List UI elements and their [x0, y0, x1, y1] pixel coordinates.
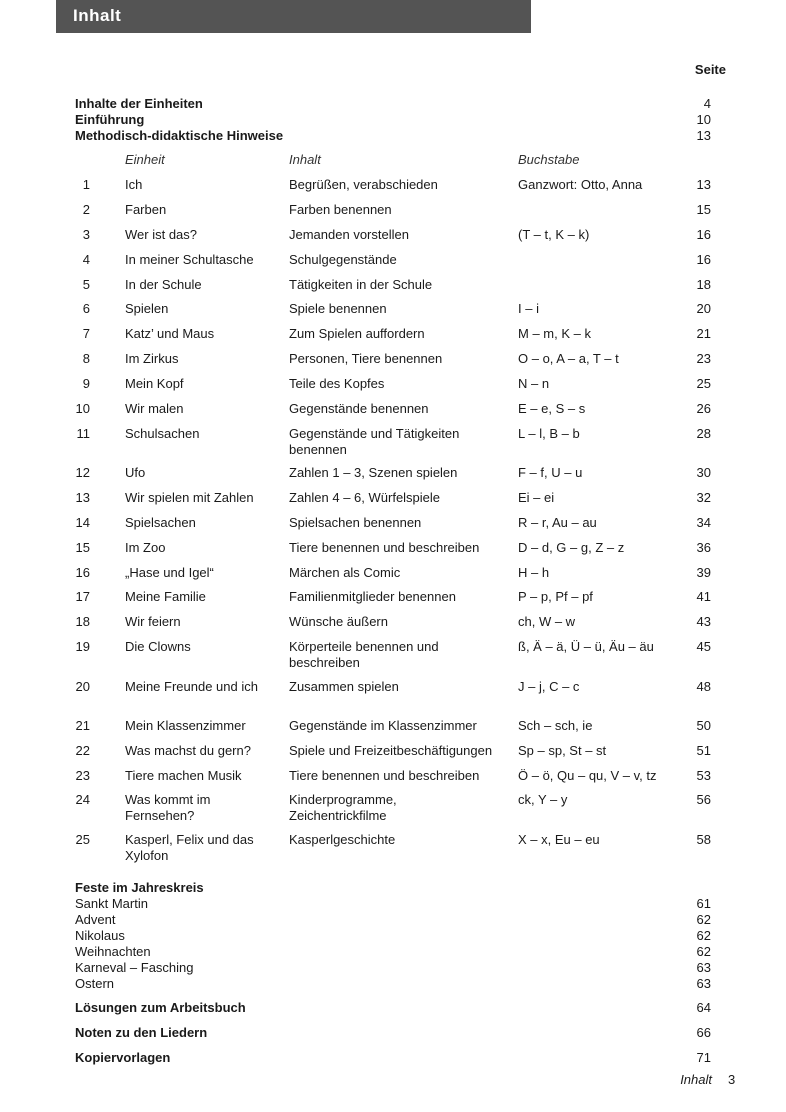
appendix-label: Lösungen zum Arbeitsbuch: [75, 1000, 246, 1015]
unit-einheit: Wir feiern: [125, 614, 181, 629]
unit-einheit: Was machst du gern?: [125, 743, 251, 758]
unit-page: 39: [696, 565, 711, 580]
unit-buchstabe: M – m, K – k: [518, 326, 591, 341]
unit-einheit: Was kommt im Fernsehen?: [125, 792, 211, 823]
unit-number: 10: [75, 401, 90, 416]
unit-inhalt: Spielsachen benennen: [289, 515, 422, 530]
unit-buchstabe: Ganzwort: Otto, Anna: [518, 177, 643, 192]
toc-entry-label: Inhalte der Einheiten: [75, 96, 203, 111]
unit-inhalt: Farben benennen: [289, 202, 392, 217]
unit-einheit: Wer ist das?: [125, 227, 198, 242]
unit-page: 16: [696, 252, 711, 267]
unit-buchstabe: N – n: [518, 376, 550, 391]
unit-inhalt: Familienmitglieder benennen: [289, 589, 456, 604]
toc-entry-page: 13: [696, 128, 711, 143]
unit-einheit: In meiner Schultasche: [125, 252, 254, 267]
unit-page: 21: [696, 326, 711, 341]
unit-inhalt: Kinderprogramme, Zeichentrickfilme: [289, 792, 397, 823]
unit-inhalt: Tiere benennen und beschreiben: [289, 768, 480, 783]
unit-number: 24: [75, 792, 90, 807]
footer-page-number: 3: [728, 1072, 736, 1087]
unit-inhalt: Zum Spielen auffordern: [289, 326, 425, 341]
unit-inhalt: Wünsche äußern: [289, 614, 388, 629]
unit-number: 4: [82, 252, 90, 267]
unit-number: 7: [82, 326, 90, 341]
unit-number: 6: [82, 301, 90, 316]
unit-number: 22: [75, 743, 90, 758]
unit-page: 13: [696, 177, 711, 192]
unit-page: 56: [696, 792, 711, 807]
unit-einheit: Im Zoo: [125, 540, 166, 555]
appendix-label: Kopiervorlagen: [75, 1050, 171, 1065]
unit-buchstabe: Ö – ö, Qu – qu, V – v, tz: [518, 768, 657, 783]
unit-einheit: „Hase und Igel“: [125, 565, 214, 580]
unit-buchstabe: Ei – ei: [518, 490, 555, 505]
unit-page: 32: [696, 490, 711, 505]
column-header-buchstabe: Buchstabe: [518, 152, 580, 167]
unit-inhalt: Spiele benennen: [289, 301, 387, 316]
unit-einheit: Farben: [125, 202, 167, 217]
appendix-page: 64: [696, 1000, 711, 1015]
unit-number: 16: [75, 565, 90, 580]
toc-entry-page: 10: [696, 112, 711, 127]
unit-number: 3: [82, 227, 90, 242]
feste-item-label: Ostern: [75, 976, 115, 991]
unit-einheit: Meine Freunde und ich: [125, 679, 258, 694]
feste-item-page: 62: [696, 944, 711, 959]
feste-item-page: 61: [696, 896, 711, 911]
unit-einheit: Wir spielen mit Zahlen: [125, 490, 254, 505]
unit-inhalt: Gegenstände und Tätigkeiten benennen: [289, 426, 460, 457]
unit-einheit: Im Zirkus: [125, 351, 179, 366]
unit-page: 23: [696, 351, 711, 366]
unit-number: 11: [76, 426, 90, 441]
unit-buchstabe: E – e, S – s: [518, 401, 586, 416]
unit-inhalt: Begrüßen, verabschieden: [289, 177, 438, 192]
feste-item-page: 62: [696, 928, 711, 943]
unit-einheit: Mein Kopf: [125, 376, 184, 391]
feste-item-page: 63: [696, 976, 711, 991]
page-title: Inhalt: [73, 6, 122, 25]
unit-page: 53: [696, 768, 711, 783]
header-bar: [56, 0, 531, 33]
feste-item-label: Sankt Martin: [75, 896, 148, 911]
unit-number: 18: [75, 614, 90, 629]
unit-number: 25: [75, 832, 90, 847]
unit-einheit: Wir malen: [125, 401, 184, 416]
unit-buchstabe: ck, Y – y: [518, 792, 568, 807]
unit-buchstabe: ch, W – w: [518, 614, 576, 629]
unit-number: 19: [75, 639, 90, 654]
unit-buchstabe: I – i: [518, 301, 539, 316]
seite-label: Seite: [694, 62, 726, 77]
appendix-label: Noten zu den Liedern: [75, 1025, 208, 1040]
unit-einheit: In der Schule: [125, 277, 202, 292]
unit-buchstabe: (T – t, K – k): [518, 227, 590, 242]
unit-page: 36: [696, 540, 711, 555]
unit-buchstabe: O – o, A – a, T – t: [518, 351, 619, 366]
unit-einheit: Mein Klassenzimmer: [125, 718, 246, 733]
unit-buchstabe: Sp – sp, St – st: [518, 743, 607, 758]
column-header-inhalt: Inhalt: [289, 152, 321, 167]
unit-buchstabe: H – h: [518, 565, 550, 580]
unit-number: 1: [82, 177, 90, 192]
unit-inhalt: Zahlen 4 – 6, Würfelspiele: [289, 490, 441, 505]
unit-page: 51: [696, 743, 711, 758]
unit-page: 15: [696, 202, 711, 217]
unit-page: 16: [696, 227, 711, 242]
unit-page: 43: [696, 614, 711, 629]
unit-buchstabe: R – r, Au – au: [518, 515, 597, 530]
unit-page: 30: [696, 465, 711, 480]
unit-page: 34: [696, 515, 711, 530]
feste-item-label: Weihnachten: [75, 944, 151, 959]
unit-buchstabe: D – d, G – g, Z – z: [518, 540, 625, 555]
feste-item-label: Karneval – Fasching: [75, 960, 194, 975]
unit-number: 15: [75, 540, 90, 555]
unit-page: 18: [696, 277, 711, 292]
unit-inhalt: Jemanden vorstellen: [289, 227, 409, 242]
unit-inhalt: Zahlen 1 – 3, Szenen spielen: [289, 465, 458, 480]
unit-inhalt: Zusammen spielen: [289, 679, 399, 694]
unit-einheit: Kasperl, Felix und das Xylofon: [125, 832, 254, 863]
unit-page: 41: [696, 589, 711, 604]
appendix-page: 71: [696, 1050, 711, 1065]
unit-einheit: Spielsachen: [125, 515, 196, 530]
unit-inhalt: Schulgegenstände: [289, 252, 397, 267]
unit-inhalt: Teile des Kopfes: [289, 376, 385, 391]
unit-page: 45: [696, 639, 711, 654]
feste-item-label: Nikolaus: [75, 928, 125, 943]
unit-number: 2: [82, 202, 90, 217]
unit-einheit: Schulsachen: [125, 426, 200, 441]
unit-buchstabe: F – f, U – u: [518, 465, 583, 480]
unit-buchstabe: L – l, B – b: [518, 426, 580, 441]
unit-number: 13: [75, 490, 90, 505]
unit-number: 21: [75, 718, 90, 733]
unit-number: 12: [75, 465, 90, 480]
unit-einheit: Tiere machen Musik: [125, 768, 242, 783]
unit-inhalt: Gegenstände im Klassenzimmer: [289, 718, 477, 733]
unit-page: 20: [696, 301, 711, 316]
unit-page: 25: [696, 376, 711, 391]
unit-inhalt: Spiele und Freizeitbeschäftigungen: [289, 743, 493, 758]
unit-number: 9: [82, 376, 90, 391]
unit-inhalt: Kasperlgeschichte: [289, 832, 396, 847]
unit-page: 26: [696, 401, 711, 416]
toc-entry-page: 4: [703, 96, 711, 111]
unit-inhalt: Körperteile benennen und beschreiben: [289, 639, 439, 670]
unit-number: 17: [75, 589, 90, 604]
toc-entry-label: Einführung: [75, 112, 145, 127]
unit-einheit: Ich: [125, 177, 143, 192]
unit-inhalt: Tiere benennen und beschreiben: [289, 540, 480, 555]
feste-heading: Feste im Jahreskreis: [75, 880, 204, 895]
unit-buchstabe: P – p, Pf – pf: [518, 589, 593, 604]
feste-item-page: 62: [696, 912, 711, 927]
appendix-page: 66: [696, 1025, 711, 1040]
unit-einheit: Ufo: [125, 465, 146, 480]
unit-einheit: Spielen: [125, 301, 169, 316]
feste-item-page: 63: [696, 960, 711, 975]
unit-number: 23: [75, 768, 90, 783]
unit-buchstabe: J – j, C – c: [518, 679, 580, 694]
unit-einheit: Meine Familie: [125, 589, 206, 604]
unit-number: 5: [82, 277, 90, 292]
footer-section: Inhalt: [680, 1072, 712, 1087]
unit-inhalt: Gegenstände benennen: [289, 401, 429, 416]
unit-number: 20: [75, 679, 90, 694]
unit-number: 8: [82, 351, 90, 366]
feste-item-label: Advent: [75, 912, 116, 927]
unit-inhalt: Märchen als Comic: [289, 565, 401, 580]
unit-inhalt: Personen, Tiere benennen: [289, 351, 443, 366]
unit-einheit: Katz’ und Maus: [125, 326, 215, 341]
column-header-einheit: Einheit: [125, 152, 165, 167]
unit-buchstabe: X – x, Eu – eu: [518, 832, 600, 847]
unit-page: 58: [696, 832, 711, 847]
unit-page: 28: [696, 426, 711, 441]
unit-page: 50: [696, 718, 711, 733]
unit-page: 48: [696, 679, 711, 694]
unit-inhalt: Tätigkeiten in der Schule: [289, 277, 433, 292]
unit-einheit: Die Clowns: [125, 639, 191, 654]
unit-buchstabe: ß, Ä – ä, Ü – ü, Äu – äu: [518, 639, 654, 654]
unit-number: 14: [75, 515, 90, 530]
unit-buchstabe: Sch – sch, ie: [518, 718, 593, 733]
toc-entry-label: Methodisch-didaktische Hinweise: [75, 128, 284, 143]
